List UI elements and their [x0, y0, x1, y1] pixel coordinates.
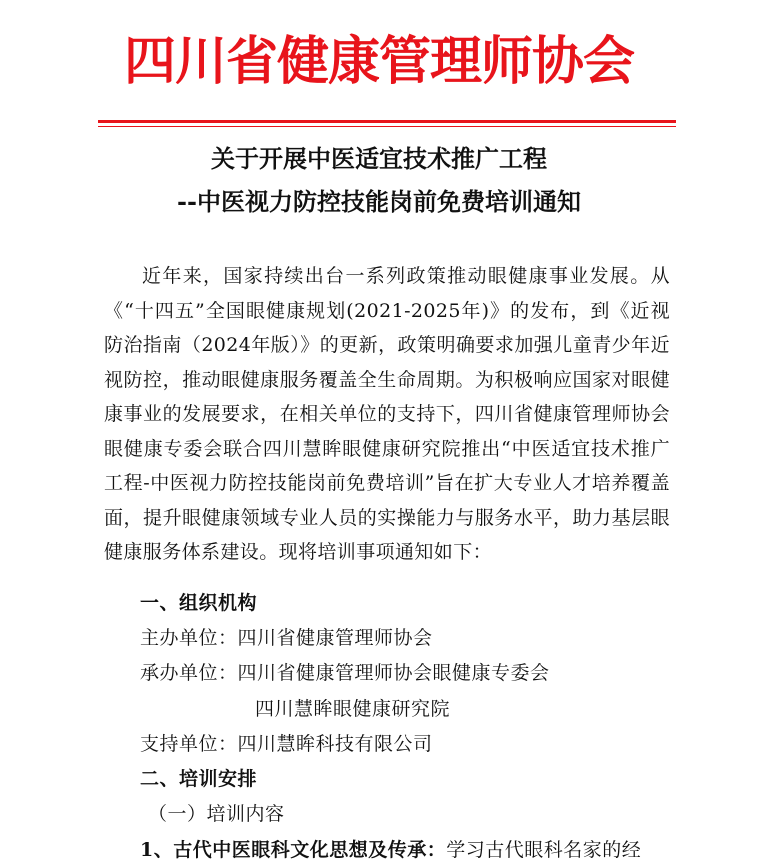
header-rule-thick	[98, 120, 676, 123]
header-rule-thin	[98, 126, 676, 127]
intro-paragraph: 近年来，国家持续出台一系列政策推动眼健康事业发展。从《“十四五”全国眼健康规划(2021-2025年)》的发布，到《近视防治指南（2024年版）》的更新，政策明确要求加强儿童青少年近视防控，推动眼健康服务覆盖全生命周期。为积极响应国家对眼健康事业的发展要求，在相关单位的支持下，四川省健康管理师协会眼健康专委会联合四川慧眸眼健康研究院推出“中医适宜技术推广工程-中医视力防控技能岗前免费培训”旨在扩大专业人才培养覆盖面，提升眼健康领域专业人员的实操能力与服务水平，助力基层眼健康服务体系建设。现将培训事项通知如下：	[104, 265, 670, 563]
training-item-1-lead: 1、古代中医眼科文化思想及传承：	[140, 839, 447, 861]
organizer-label: 承办单位：	[140, 662, 238, 684]
support-label: 支持单位：	[140, 733, 238, 755]
training-item-1-text: 学习古代眼科名家的经	[446, 839, 642, 861]
notice-title-line2: --中医视力防控技能岗前免费培训通知	[177, 187, 581, 216]
organizer-row	[140, 656, 550, 690]
support-row	[140, 727, 433, 761]
organizer-value-2: 四川慧眸眼健康研究院	[255, 698, 451, 720]
host-row	[140, 621, 433, 655]
subsection-training-content: （一）培训内容	[148, 803, 285, 825]
training-item-1	[140, 833, 641, 867]
host-value: 四川省健康管理师协会	[237, 627, 433, 649]
section-heading-organization: 一、组织机构	[140, 592, 258, 614]
org-letterhead: 四川省健康管理师协会	[123, 31, 634, 92]
organizer-value-1: 四川省健康管理师协会眼健康专委会	[237, 662, 550, 684]
support-value: 四川慧眸科技有限公司	[237, 733, 433, 755]
section-heading-training: 二、培训安排	[140, 768, 258, 790]
host-label: 主办单位：	[140, 627, 238, 649]
notice-title-line1: 关于开展中医适宜技术推广工程	[211, 144, 547, 173]
